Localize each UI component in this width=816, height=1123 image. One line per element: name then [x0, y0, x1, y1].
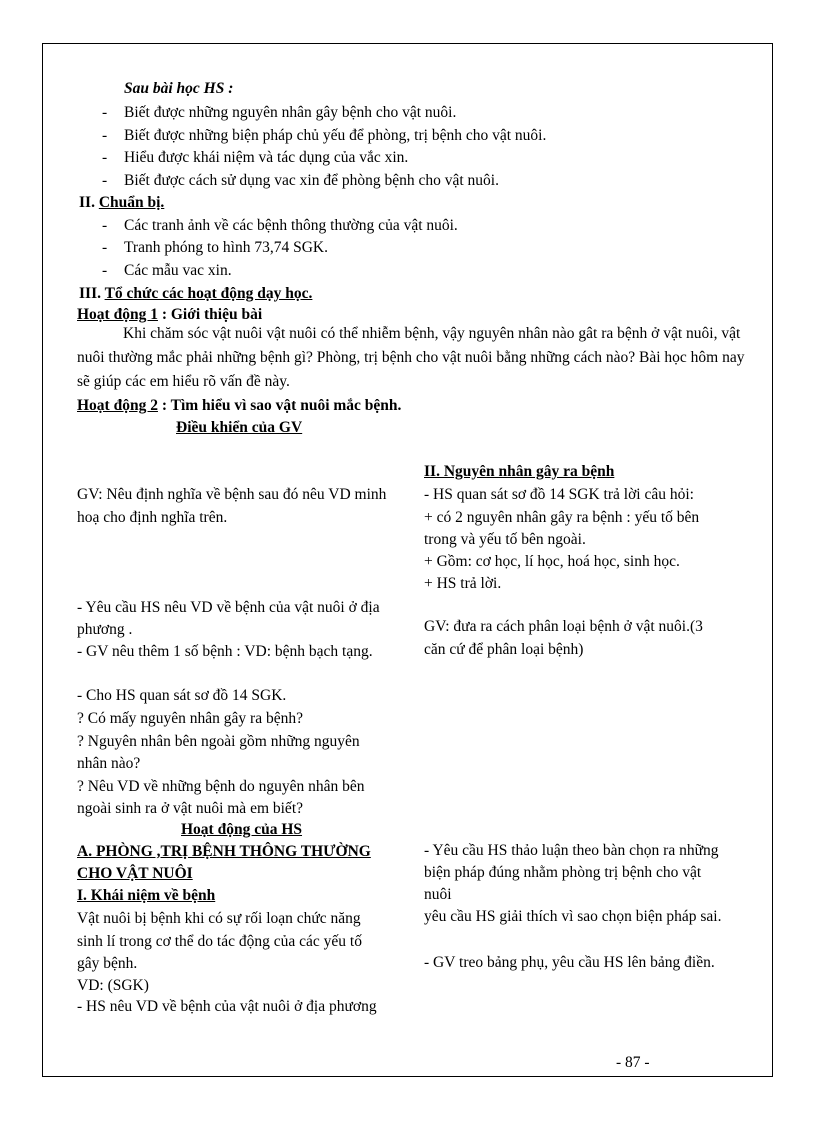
right-col-line: biện pháp đúng nhằm phòng trị bệnh cho vật [424, 864, 702, 881]
section-number: III. [79, 285, 101, 302]
concept-line: gây bệnh. [77, 955, 138, 972]
left-col-line: ? Nêu VD về những bệnh do nguyên nhân bên [77, 778, 365, 795]
right-col-line: trong và yếu tố bên ngoài. [424, 531, 586, 548]
left-col-line: - Cho HS quan sát sơ đồ 14 SGK. [77, 687, 287, 704]
left-col-line: ? Có mấy nguyên nhân gây ra bệnh? [77, 710, 303, 727]
left-col-line: - GV nêu thêm 1 số bệnh : VD: bệnh bạch tạng. [77, 643, 373, 660]
right-col-line: + có 2 nguyên nhân gây ra bệnh : yếu tố bên [424, 509, 700, 526]
section-title: Chuẩn bị. [98, 194, 165, 211]
activity-title: : Giới thiệu bài [161, 306, 263, 323]
right-col-line: căn cứ để phân loại bệnh) [424, 641, 584, 658]
activity-title: : Tìm hiểu vì sao vật nuôi mắc bệnh. [161, 397, 402, 414]
activity1-intro: Khi chăm sóc vật nuôi vật nuôi có thể nhiễm bệnh, vậy nguyên nhân nào gât ra bệnh ở vật nuôi, vật nuôi thường mắc phải những bệnh gì? Phòng, trị bệnh cho vật nuôi bằng những cách nào? Bài học hôm nay sẽ giúp các em hiểu rõ vấn đề này. [77, 325, 745, 390]
section-title: Tổ chức các hoạt động dạy học. [104, 285, 313, 302]
cause-section-title: II. Nguyên nhân gây ra bệnh [424, 463, 615, 480]
objective-item: Hiểu được khái niệm và tác dụng của vắc xin. [124, 149, 409, 166]
concept-title: I. Khái niệm về bệnh [77, 887, 216, 904]
right-col-line: + HS trả lời. [424, 575, 502, 592]
activity-label: Hoạt động 2 [77, 397, 158, 414]
bullet-dash: - [102, 149, 108, 166]
bullet-dash: - [102, 217, 108, 234]
left-col-line: ? Nguyên nhân bên ngoài gồm những nguyên [77, 733, 360, 750]
right-col-line: - HS quan sát sơ đồ 14 SGK trả lời câu hỏi: [424, 486, 694, 503]
bullet-dash: - [102, 262, 108, 279]
objectives-heading: Sau bài học HS : [124, 80, 234, 97]
left-col-line: GV: Nêu định nghĩa về bệnh sau đó nêu VD minh [77, 486, 387, 503]
gv-column-header: Điều khiển của GV [176, 419, 303, 436]
right-col-line: - GV treo bảng phụ, yêu cầu HS lên bảng điền. [424, 954, 715, 971]
bullet-dash: - [102, 172, 108, 189]
left-col-line: nhân nào? [77, 755, 141, 772]
concept-line: sinh lí trong cơ thể do tác động của các yếu tố [77, 933, 362, 950]
left-col-line: phương . [77, 621, 133, 638]
preparation-item: Các mẫu vac xin. [124, 262, 232, 279]
right-col-line: GV: đưa ra cách phân loại bệnh ở vật nuôi.(3 [424, 618, 703, 635]
bullet-dash: - [102, 104, 108, 121]
preparation-item: Các tranh ảnh về các bệnh thông thường của vật nuôi. [124, 217, 458, 234]
organization-heading [79, 284, 312, 304]
preparation-item: Tranh phóng to hình 73,74 SGK. [124, 239, 328, 256]
right-col-line: - Yêu cầu HS thảo luận theo bàn chọn ra những [424, 842, 719, 859]
right-col-line: yêu cầu HS giải thích vì sao chọn biện pháp sai. [424, 908, 722, 925]
page-number: - 87 - [616, 1054, 650, 1071]
concept-line: - HS nêu VD về bệnh của vật nuôi ở địa phương [77, 998, 377, 1015]
concept-line: VD: (SGK) [77, 977, 149, 994]
preparation-heading [79, 193, 164, 213]
left-col-line: ngoài sinh ra ở vật nuôi mà em biết? [77, 800, 303, 817]
right-col-line: nuôi [424, 886, 452, 903]
left-col-line: - Yêu cầu HS nêu VD về bệnh của vật nuôi ở địa [77, 599, 380, 616]
objective-item: Biết được những nguyên nhân gây bệnh cho vật nuôi. [124, 104, 457, 121]
hs-column-header: Hoạt động của HS [181, 821, 303, 838]
objective-item: Biết được cách sử dụng vac xin để phòng bệnh cho vật nuôi. [124, 172, 499, 189]
section-a-title-cont: CHO VẬT NUÔI [77, 865, 193, 882]
activity2-heading [77, 396, 401, 416]
bullet-dash: - [102, 239, 108, 256]
concept-line: Vật nuôi bị bệnh khi có sự rối loạn chức năng [77, 910, 361, 927]
right-col-line: + Gồm: cơ học, lí học, hoá học, sinh học. [424, 553, 680, 570]
objective-item: Biết được những biện pháp chủ yếu để phòng, trị bệnh cho vật nuôi. [124, 127, 547, 144]
left-col-line: hoạ cho định nghĩa trên. [77, 509, 228, 526]
section-a-title: A. PHÒNG ,TRỊ BỆNH THÔNG THƯỜNG [77, 843, 371, 860]
activity-label: Hoạt động 1 [77, 306, 158, 323]
bullet-dash: - [102, 127, 108, 144]
section-number: II. [79, 194, 95, 211]
